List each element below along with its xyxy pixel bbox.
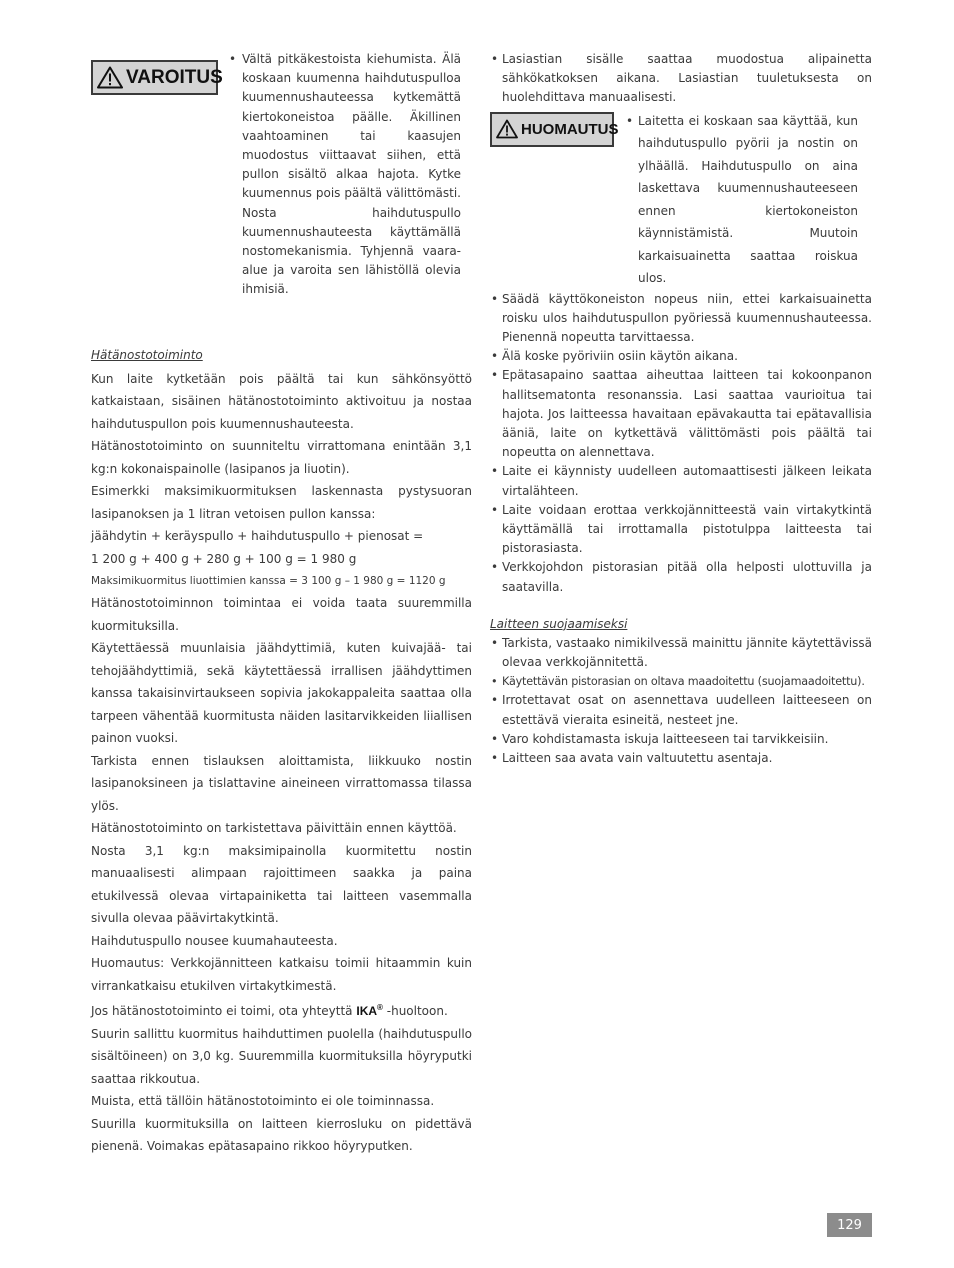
emergency-p17: Suurilla kuormituksilla on laitteen kierrosluku on pidettävä pienenä. Voimakas epätasapaino rikkoo höyryputken. <box>91 1116 472 1154</box>
page-number: 129 <box>827 1213 872 1237</box>
right-column <box>490 50 872 768</box>
ika-brand <box>356 1004 383 1018</box>
emergency-p11: Nosta 3,1 kg:n maksimipainolla kuormitettu nostin manuaalisesti alimpaan rajoittimeen saakka ja paina etukilvessä olevaa virtapainiketta tai laitteen vasemmalla sivulla olevaa päävirtakytkintä. <box>91 843 472 926</box>
warning-label: VAROITUS <box>126 66 223 88</box>
protect-bullet: • Tarkista, vastaako nimikilvessä mainittu jännite käytettävissä olevaa verkkojännitettä. <box>490 634 872 672</box>
emergency-p14 <box>91 997 472 1023</box>
emergency-p16: Muista, että tällöin hätänostotoiminto ei ole toiminnassa. <box>91 1094 435 1109</box>
emergency-p8: Käytettäessä muunlaisia jäähdyttimiä, kuten kuivajää- tai tehojäähdyttimiä, sekä käytettäessä irrallisen jäähdyttimen kanssa takaisinvirtaukseen sopivia jakokappaleita saattaa olla tarpeen vähentää kuormitusta näiden lasitarvikkeiden liiallisen painon vuoksi. <box>91 641 472 746</box>
safety-bullet: • Verkkojohdon pistorasian pitää olla helposti ulottuvilla ja saatavilla. <box>490 558 872 596</box>
warning-triangle-icon <box>496 119 518 139</box>
emergency-p1: Kun laite kytketään pois päältä tai kun sähkönsyöttö katkaistaan, sisäinen hätänostotoiminto aktivoituu ja nostaa haihdutuspullon pois kuumennushauteesta. <box>91 371 472 431</box>
warning-badge <box>91 60 223 95</box>
protect-bullet: • Laitteen saa avata vain valtuutettu asentaja. <box>490 749 872 768</box>
protect-bullet: • Irrotettavat osat on asennettava uudelleen laitteeseen on estettävä vieraita esineitä, nesteet jne. <box>490 691 872 729</box>
emergency-p7: Hätänostotoiminnon toimintaa ei voida taata suuremmilla kuormituksilla. <box>91 596 472 633</box>
emergency-p5: 1 200 g + 400 g + 280 g + 100 g = 1 980 g <box>91 551 357 566</box>
left-column <box>91 50 472 1158</box>
warning-triangle-icon <box>97 66 123 89</box>
emergency-p10: Hätänostotoiminto on tarkistettava päivittäin ennen käyttöä. <box>91 821 457 836</box>
safety-bullet: • Älä koske pyöriviin osiin käytön aikana. <box>490 347 872 366</box>
emergency-p13: Huomautus: Verkkojännitteen katkaisu toimii hitaammin kuin virrankatkaisu etukilven virtakytkimestä. <box>91 956 472 993</box>
registered-mark: ® <box>377 1003 383 1013</box>
safety-bullet: • Laite voidaan erottaa verkkojännitteestä vain virtakytkintä käyttämällä tai irrottamalla pistotulppa laitteesta tai pistorasiasta. <box>490 501 872 559</box>
emergency-p15: Suurin sallittu kuormitus haihduttimen puolella (haihdutuspullo sisältöineen) on 3,0 kg. Suuremmilla kuormituksilla höyryputki saattaa rikkoutua. <box>91 1026 472 1086</box>
caution-text <box>628 110 858 290</box>
emergency-p3: Esimerkki maksimikuormituksen laskennasta pystysuoran lasipanoksen ja 1 litran vetoisen pullon kanssa: <box>91 484 472 521</box>
emergency-p2: Hätänostotoiminto on suunniteltu virrattomana enintään 3,1 kg:n kokonaispainolle (lasipanos ja liuotin). <box>91 439 472 476</box>
safety-bullet: • Epätasapaino saattaa aiheuttaa laitteen tai kokoonpanon hallitsematonta resonanssia. Lasi saattaa vaurioitua tai hajota. Jos laitteessa havaitaan epävakautta tai epätavallisia ääniä, laite on kytkettävä välittömästi pois päältä tai nopeutta on alennettava. <box>490 366 872 462</box>
safety-bullet: • Säädä käyttökoneiston nopeus niin, ettei karkaisuainetta roisku ulos haihdutuspullon pyöriessä kuumennushauteessa. Pienennä nopeutta tarvittaessa. <box>490 290 872 348</box>
service-text: -huoltoon. <box>382 1004 448 1019</box>
safety-bullet: • Laite ei käynnisty uudelleen automaattisesti jälkeen leikata virtalähteen. <box>490 462 872 500</box>
caution-badge <box>490 112 619 147</box>
protect-heading: Laitteen suojaamiseksi <box>490 616 628 631</box>
emergency-p4: jäähdytin + keräyspullo + haihdutuspullo + pienosat = <box>91 529 424 544</box>
warning-text <box>231 50 461 301</box>
protect-bullet: • Käytettävän pistorasian on oltava maadoitettu (suojamaadoitettu). <box>490 672 872 691</box>
caution-item: • Laitetta ei koskaan saa käyttää, kun haihdutuspullo pyörii ja nostin on ylhäällä. Haihdutuspullo on aina laskettava kuumennushauteeseen ennen kiertokoneiston käynnistämistä. Muutoin karkaisuainetta saattaa roiskua ulos. <box>628 110 858 290</box>
warning-item: • Vältä pitkäkestoista kiehumista. Älä koskaan kuumenna haihdutuspulloa kuumennushauteessa kytkemättä kiertokoneistoa päälle. Äkillinen vaahtoaminen tai kaasujen muodostus viittaavat siihen, että pullon sisältö alkaa hajota. Kytke kuumennus pois päältä välittömästi. Nosta haihdutuspullo kuumennushauteesta käyttämällä nostomekanismia. Tyhjennä vaara-alue ja varoita sen lähistöllä olevia ihmisiä. <box>231 50 461 300</box>
emergency-p9: Tarkista ennen tislauksen aloittamista, liikkuuko nostin lasipanoksineen ja tislattavine aineineen virrattomassa tilassa ylös. <box>91 753 472 813</box>
warning-block <box>91 50 472 301</box>
protect-bullet: • Varo kohdistamasta iskuja laitteeseen tai tarvikkeisiin. <box>490 730 872 749</box>
emergency-p6: Maksimikuormitus liuottimien kanssa = 3 100 g – 1 980 g = 1120 g <box>91 575 446 588</box>
emergency-heading: Hätänostotoiminto <box>91 347 203 362</box>
contact-text: Jos hätänostotoiminto ei toimi, ota yhteyttä <box>91 1004 353 1019</box>
ika-brand-name: IKA <box>356 1004 378 1019</box>
caution-block <box>490 110 872 290</box>
vacuum-note: • Lasiastian sisälle saattaa muodostua alipainetta sähkökatkoksen aikana. Lasiastian tuuletuksesta on huolehdittava manuaalisesti. <box>490 50 872 108</box>
emergency-p12: Haihdutuspullo nousee kuumahauteesta. <box>91 933 338 948</box>
caution-label: HUOMAUTUS <box>521 120 619 138</box>
